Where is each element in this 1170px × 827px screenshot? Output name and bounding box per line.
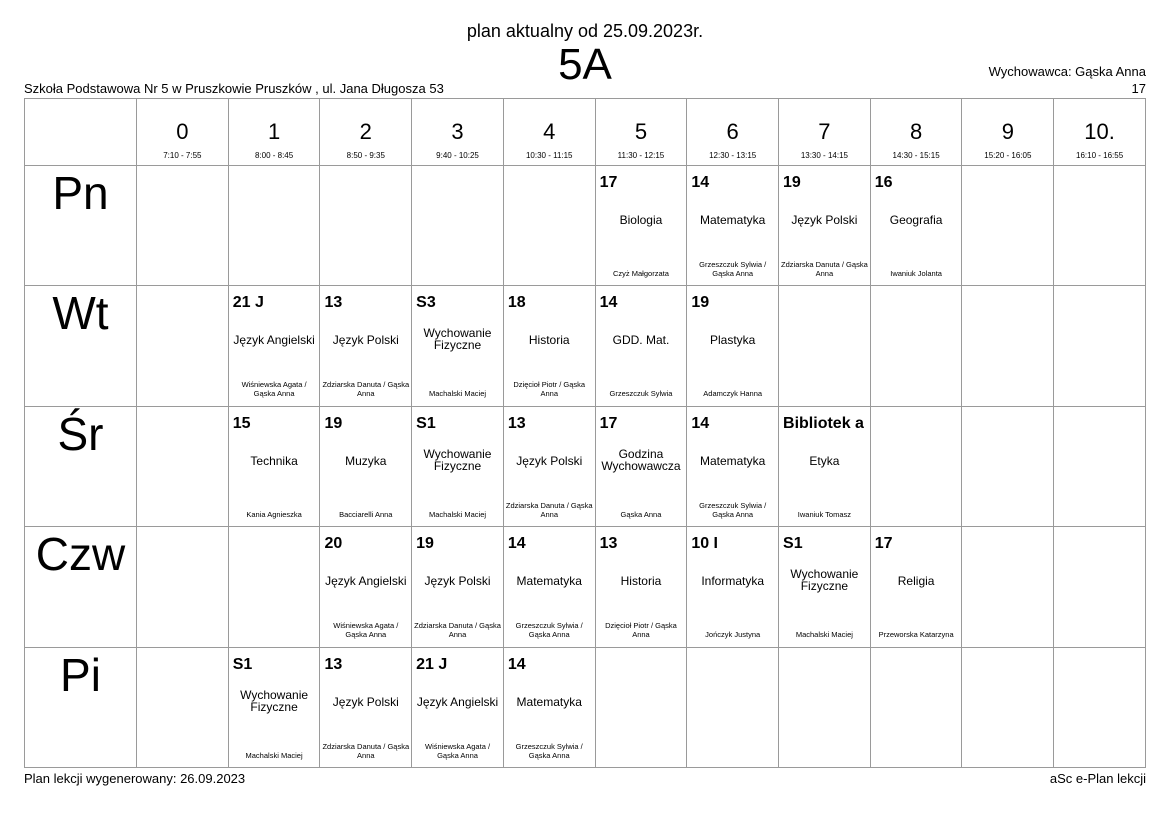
lesson-room: 21 J bbox=[416, 655, 448, 673]
lesson-room: 14 bbox=[507, 535, 526, 553]
period-header bbox=[962, 99, 1054, 166]
class-name: 5A bbox=[558, 40, 612, 89]
lesson-teacher: Wiśniewska Agata / Gąska Anna bbox=[333, 621, 399, 640]
lesson-subject: Wychowanie Fizyczne bbox=[423, 446, 492, 473]
lesson-cell bbox=[687, 286, 779, 406]
lesson-card bbox=[504, 648, 595, 766]
empty-cell bbox=[870, 286, 962, 406]
lesson-card bbox=[412, 407, 503, 525]
lesson-room: 18 bbox=[507, 294, 526, 312]
lesson-card bbox=[779, 166, 870, 284]
lesson-card bbox=[596, 166, 687, 284]
empty-cell bbox=[412, 166, 504, 286]
lesson-card bbox=[596, 407, 687, 525]
period-number: 5 bbox=[634, 119, 648, 144]
period-header bbox=[228, 99, 320, 166]
lesson-cell bbox=[870, 166, 962, 286]
lesson-room: 16 bbox=[874, 174, 893, 191]
lesson-card bbox=[412, 286, 503, 404]
lesson-cell bbox=[779, 406, 871, 526]
lesson-card bbox=[504, 407, 595, 525]
lesson-room: 19 bbox=[783, 174, 801, 191]
period-number: 6 bbox=[726, 119, 739, 144]
period-time: 16:10 - 16:55 bbox=[1076, 151, 1124, 160]
period-number: 8 bbox=[909, 119, 923, 144]
day-label: Pi bbox=[25, 647, 137, 767]
lesson-subject: Matematyka bbox=[516, 574, 582, 589]
lesson-cell bbox=[503, 647, 595, 767]
empty-cell bbox=[228, 527, 320, 647]
lesson-subject: Plastyka bbox=[709, 333, 756, 348]
lesson-room: 14 bbox=[507, 655, 526, 673]
lesson-cell bbox=[320, 286, 412, 406]
period-time: 7:10 - 7:55 bbox=[163, 151, 202, 160]
lesson-teacher: Zdziarska Danuta / Gąska Anna bbox=[505, 500, 593, 519]
period-time: 8:50 - 9:35 bbox=[346, 151, 385, 160]
lesson-card bbox=[871, 527, 962, 645]
lesson-subject: Etyka bbox=[809, 453, 840, 468]
period-time: 9:40 - 10:25 bbox=[436, 151, 479, 160]
lesson-subject: Matematyka bbox=[699, 453, 766, 468]
lesson-card bbox=[229, 407, 320, 525]
period-header bbox=[503, 99, 595, 166]
period-time: 12:30 - 13:15 bbox=[709, 151, 757, 160]
lesson-teacher: Machalski Maciej bbox=[245, 750, 303, 760]
lesson-subject: Technika bbox=[250, 453, 298, 468]
lesson-teacher: Gąska Anna bbox=[620, 509, 662, 519]
empty-cell bbox=[1054, 286, 1146, 406]
empty-cell bbox=[503, 166, 595, 286]
class-teacher: Wychowawca: Gąska Anna bbox=[988, 64, 1146, 79]
generated-date: Plan lekcji wygenerowany: 26.09.2023 bbox=[24, 771, 246, 786]
lesson-card bbox=[504, 527, 595, 645]
lesson-card bbox=[504, 286, 595, 404]
empty-cell bbox=[320, 166, 412, 286]
empty-cell bbox=[962, 286, 1054, 406]
empty-cell bbox=[137, 286, 229, 406]
lesson-subject: Wychowanie Fizyczne bbox=[790, 567, 859, 594]
lesson-card bbox=[687, 407, 778, 525]
lesson-cell bbox=[320, 406, 412, 526]
lesson-cell bbox=[503, 286, 595, 406]
lesson-teacher: Grzeszczuk Sylwia / Gąska Anna bbox=[515, 741, 583, 760]
lesson-card bbox=[596, 286, 687, 404]
lesson-room: 13 bbox=[324, 294, 343, 312]
lesson-cell bbox=[412, 406, 504, 526]
lesson-subject: Wychowanie Fizyczne bbox=[240, 687, 309, 714]
lesson-room: 17 bbox=[599, 174, 618, 191]
lesson-room: 17 bbox=[599, 414, 618, 432]
lesson-card bbox=[320, 527, 411, 645]
lesson-subject: GDD. Mat. bbox=[612, 333, 670, 348]
lesson-room: S3 bbox=[416, 294, 436, 312]
empty-cell bbox=[228, 166, 320, 286]
period-number: 3 bbox=[451, 119, 464, 144]
period-header bbox=[595, 99, 687, 166]
lesson-teacher: Grzeszczuk Sylwia bbox=[609, 389, 673, 399]
lesson-subject: Geografia bbox=[889, 213, 943, 227]
lesson-card bbox=[687, 286, 778, 404]
period-time: 15:20 - 16:05 bbox=[984, 151, 1032, 160]
lesson-cell bbox=[412, 527, 504, 647]
lesson-room: S1 bbox=[783, 535, 803, 553]
lesson-room: 14 bbox=[599, 294, 618, 312]
lesson-room: 10 I bbox=[691, 535, 718, 553]
day-row bbox=[25, 647, 1146, 767]
lesson-subject: Język Polski bbox=[791, 213, 858, 227]
lesson-room: S1 bbox=[416, 414, 436, 432]
period-header bbox=[137, 99, 229, 166]
lesson-teacher: Dzięcioł Piotr / Gąska Anna bbox=[605, 621, 677, 640]
lesson-teacher: Machalski Maciej bbox=[428, 389, 487, 399]
day-label: Wt bbox=[25, 286, 137, 406]
empty-cell bbox=[870, 406, 962, 526]
empty-cell bbox=[962, 647, 1054, 767]
corner-cell bbox=[25, 99, 137, 166]
lesson-cell bbox=[228, 647, 320, 767]
period-time: 11:30 - 12:15 bbox=[617, 151, 665, 160]
lesson-cell bbox=[595, 286, 687, 406]
lesson-subject: Historia bbox=[620, 574, 662, 589]
lesson-teacher: Dzięcioł Piotr / Gąska Anna bbox=[513, 380, 586, 399]
lesson-cell bbox=[687, 527, 779, 647]
lesson-card bbox=[412, 527, 503, 645]
lesson-teacher: Zdziarska Danuta / Gąska Anna bbox=[322, 380, 410, 399]
lesson-room: 21 J bbox=[232, 294, 264, 312]
period-header bbox=[1054, 99, 1146, 166]
lesson-room: 19 bbox=[324, 414, 343, 432]
day-row bbox=[25, 166, 1146, 286]
lesson-room: 14 bbox=[691, 414, 710, 432]
school-name: Szkoła Podstawowa Nr 5 w Pruszkowie Pruszków , ul. Jana Długosza 53 bbox=[24, 81, 444, 96]
lesson-card bbox=[779, 407, 870, 525]
period-number: 10. bbox=[1084, 119, 1115, 144]
lesson-subject: Język Polski bbox=[424, 574, 491, 589]
lesson-subject: Historia bbox=[528, 333, 570, 348]
empty-cell bbox=[870, 647, 962, 767]
lesson-cell bbox=[870, 527, 962, 647]
empty-cell bbox=[962, 527, 1054, 647]
lesson-cell bbox=[687, 406, 779, 526]
lesson-card bbox=[229, 648, 320, 766]
lesson-cell bbox=[228, 406, 320, 526]
empty-cell bbox=[962, 166, 1054, 286]
lesson-teacher: Wiśniewska Agata / Gąska Anna bbox=[241, 380, 307, 399]
day-row bbox=[25, 406, 1146, 526]
product-name: aSc e-Plan lekcji bbox=[1049, 771, 1146, 786]
empty-cell bbox=[779, 647, 871, 767]
empty-cell bbox=[137, 647, 229, 767]
lesson-subject: Godzina Wychowawcza bbox=[601, 446, 681, 473]
empty-cell bbox=[137, 406, 229, 526]
lesson-subject: Religia bbox=[897, 574, 935, 589]
lesson-card bbox=[320, 648, 411, 766]
lesson-room: 19 bbox=[691, 294, 710, 312]
period-header bbox=[320, 99, 412, 166]
lesson-cell bbox=[687, 166, 779, 286]
lesson-card bbox=[687, 166, 778, 284]
lesson-room: 17 bbox=[874, 535, 893, 553]
period-number: 9 bbox=[1001, 119, 1014, 144]
lesson-card bbox=[320, 407, 411, 525]
period-time: 8:00 - 8:45 bbox=[254, 151, 294, 160]
empty-cell bbox=[962, 406, 1054, 526]
lesson-teacher: Kania Agnieszka bbox=[246, 509, 302, 519]
lesson-room: Bibliotek a bbox=[783, 414, 864, 432]
lesson-subject: Matematyka bbox=[516, 694, 582, 709]
period-header bbox=[779, 99, 871, 166]
lesson-room: 20 bbox=[324, 535, 343, 553]
lesson-teacher: Zdziarska Danuta / Gąska Anna bbox=[781, 260, 868, 278]
day-label: Pn bbox=[25, 166, 137, 286]
lesson-subject: Biologia bbox=[619, 213, 663, 227]
empty-cell bbox=[1054, 647, 1146, 767]
lesson-subject: Matematyka bbox=[699, 213, 766, 227]
lesson-cell bbox=[503, 527, 595, 647]
lesson-cell bbox=[412, 647, 504, 767]
lesson-teacher: Zdziarska Danuta / Gąska Anna bbox=[414, 621, 501, 640]
lesson-subject: Wychowanie Fizyczne bbox=[423, 326, 492, 353]
lesson-subject: Język Polski bbox=[332, 333, 399, 348]
lesson-card bbox=[229, 286, 320, 404]
day-label: Czw bbox=[25, 527, 137, 647]
lesson-teacher: Zdziarska Danuta / Gąska Anna bbox=[322, 741, 410, 760]
day-row bbox=[25, 286, 1146, 406]
lesson-room: 13 bbox=[324, 655, 343, 673]
lesson-cell bbox=[412, 286, 504, 406]
lesson-teacher: Czyż Małgorzata bbox=[613, 269, 669, 278]
lesson-teacher: Grzeszczuk Sylwia / Gąska Anna bbox=[515, 621, 583, 640]
lesson-room: 13 bbox=[507, 414, 526, 432]
lesson-subject: Język Polski bbox=[516, 453, 583, 468]
lesson-room: 19 bbox=[416, 535, 434, 553]
empty-cell bbox=[137, 166, 229, 286]
lesson-card bbox=[412, 648, 503, 766]
lesson-teacher: Grzeszczuk Sylwia / Gąska Anna bbox=[699, 260, 767, 278]
lesson-room: 15 bbox=[232, 414, 251, 432]
lesson-room: S1 bbox=[232, 655, 253, 673]
empty-cell bbox=[1054, 166, 1146, 286]
empty-cell bbox=[595, 647, 687, 767]
period-number: 7 bbox=[818, 119, 831, 144]
lesson-card bbox=[687, 527, 778, 645]
period-header-row bbox=[25, 99, 1146, 166]
lesson-subject: Język Angielski bbox=[325, 574, 407, 589]
period-header bbox=[412, 99, 504, 166]
lesson-teacher: Machalski Maciej bbox=[795, 630, 853, 640]
lesson-card bbox=[596, 527, 687, 645]
period-header bbox=[870, 99, 962, 166]
period-time: 14:30 - 15:15 bbox=[892, 151, 940, 160]
lesson-teacher: Wiśniewska Agata / Gąska Anna bbox=[425, 741, 491, 760]
lesson-teacher: Grzeszczuk Sylwia / Gąska Anna bbox=[699, 500, 767, 519]
lesson-card bbox=[871, 166, 962, 284]
lesson-cell bbox=[320, 527, 412, 647]
lesson-cell bbox=[595, 166, 687, 286]
lesson-subject: Język Polski bbox=[332, 694, 399, 709]
period-number: 0 bbox=[176, 119, 189, 144]
lesson-teacher: Iwaniuk Tomasz bbox=[797, 509, 851, 519]
empty-cell bbox=[1054, 406, 1146, 526]
period-number: 4 bbox=[543, 119, 556, 144]
lesson-teacher: Iwaniuk Jolanta bbox=[890, 269, 942, 278]
lesson-card bbox=[320, 286, 411, 404]
period-number: 1 bbox=[267, 119, 281, 144]
timetable-grid bbox=[24, 98, 1146, 768]
lesson-cell bbox=[320, 647, 412, 767]
empty-cell bbox=[779, 286, 871, 406]
period-time: 10:30 - 11:15 bbox=[525, 151, 573, 160]
lesson-subject: Język Angielski bbox=[233, 333, 315, 348]
lesson-cell bbox=[779, 527, 871, 647]
period-time: 13:30 - 14:15 bbox=[800, 151, 848, 160]
empty-cell bbox=[687, 647, 779, 767]
lesson-teacher: Machalski Maciej bbox=[428, 509, 487, 519]
lesson-cell bbox=[228, 286, 320, 406]
day-label: Śr bbox=[25, 406, 137, 526]
lesson-cell bbox=[595, 527, 687, 647]
lesson-subject: Język Angielski bbox=[416, 694, 499, 709]
home-room: 17 bbox=[1131, 81, 1146, 96]
lesson-teacher: Jończyk Justyna bbox=[705, 630, 761, 640]
period-number: 2 bbox=[359, 119, 372, 144]
lesson-teacher: Przeworska Katarzyna bbox=[878, 630, 954, 640]
empty-cell bbox=[1054, 527, 1146, 647]
lesson-cell bbox=[779, 166, 871, 286]
day-row bbox=[25, 527, 1146, 647]
lesson-teacher: Bacciarelli Anna bbox=[339, 509, 393, 519]
lesson-card bbox=[779, 527, 870, 645]
lesson-room: 13 bbox=[599, 535, 618, 553]
lesson-subject: Muzyka bbox=[345, 453, 387, 468]
empty-cell bbox=[137, 527, 229, 647]
lesson-teacher: Adamczyk Hanna bbox=[703, 389, 763, 399]
lesson-subject: Informatyka bbox=[701, 574, 765, 589]
timetable-subtitle: plan aktualny od 25.09.2023r. bbox=[466, 21, 704, 41]
lesson-cell bbox=[595, 406, 687, 526]
lesson-cell bbox=[503, 406, 595, 526]
lesson-room: 14 bbox=[691, 174, 710, 191]
period-header bbox=[687, 99, 779, 166]
